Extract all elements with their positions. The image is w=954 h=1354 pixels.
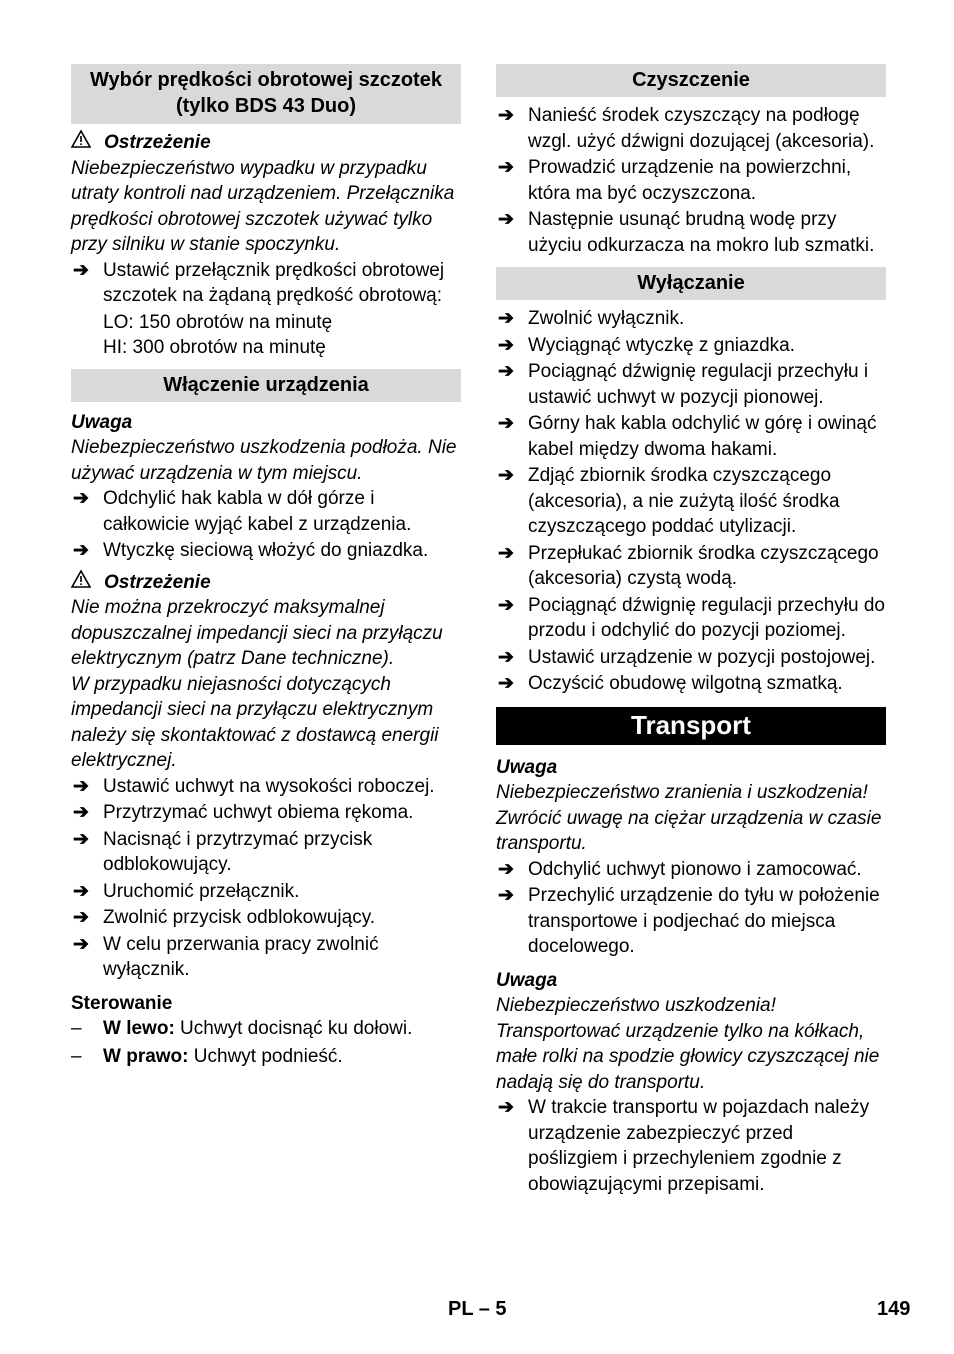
- list-item: ➔ Górny hak kabla odchylić w górę i owinąć kabel między dwoma hakami.: [498, 413, 877, 460]
- arrow-right-icon: ➔: [498, 542, 514, 564]
- arrow-right-icon: ➔: [73, 802, 89, 823]
- arrow-right-icon: ➔: [498, 105, 514, 126]
- arrow-right-icon: ➔: [498, 885, 514, 906]
- arrow-right-icon: ➔: [498, 1097, 514, 1118]
- warning-label: Ostrzeżenie: [104, 571, 211, 593]
- steps-b: [71, 774, 461, 983]
- arrow-right-icon: ➔: [73, 907, 89, 928]
- section-title-brush-speed: Wybór prędkości obrotowej szczotek (tylko BDS 43 Duo): [71, 64, 461, 124]
- control-list: [71, 1016, 461, 1069]
- note-text: Niebezpieczeństwo zranienia i uszkodzenia! Zwrócić uwagę na ciężar urządzenia w czasie transportu.: [496, 782, 882, 854]
- footer-language-page: PL – 5: [448, 1298, 507, 1320]
- warning-text: Niebezpieczeństwo wypadku w przypadku utraty kontroli nad urządzeniem. Przełącznika prędkości obrotowej szczotek używać tylko przy silniku w stanie spoczynku.: [71, 157, 455, 255]
- page-number: 149: [877, 1298, 911, 1320]
- arrow-right-icon: ➔: [498, 646, 514, 668]
- list-item: ➔ Oczyścić obudowę wilgotną szmatką.: [496, 671, 886, 697]
- arrow-right-icon: ➔: [73, 540, 89, 561]
- arrow-right-icon: ➔: [73, 259, 89, 281]
- warning-triangle-icon: [71, 570, 93, 596]
- section-title-switch-on: Włączenie urządzenia: [71, 369, 461, 402]
- chapter-title-transport: Transport: [496, 707, 886, 745]
- list-item: ➔ Przepłukać zbiornik środka czyszczącego (akcesoria) czystą wodą.: [498, 542, 879, 589]
- list-item: ➔ Ustawić urządzenie w pozycji postojowej.: [496, 645, 886, 671]
- list-item: ➔ Ustawić uchwyt na wysokości roboczej.: [71, 774, 461, 800]
- arrow-right-icon: ➔: [73, 933, 89, 955]
- arrow-right-icon: ➔: [73, 828, 89, 850]
- note-text: Niebezpieczeństwo uszkodzenia! Transportować urządzenie tylko na kółkach, małe rolki na spodzie głowicy czyszczącej nie nadają się do transportu.: [496, 995, 880, 1093]
- arrow-right-icon: ➔: [498, 858, 514, 880]
- list-item: – W prawo: Uchwyt podnieść.: [71, 1045, 343, 1067]
- warning-text: W przypadku niejasności dotyczących impedancji sieci na przyłączu elektrycznym należy się skontaktować z dostawcą energii elektrycznej.: [71, 673, 439, 771]
- right-column: [496, 64, 886, 1198]
- list-item: ➔ Nanieść środek czyszczący na podłogę wzgl. użyć dźwigni dozującej (akcesoria).: [498, 105, 875, 152]
- speed-lo: LO: 150 obrotów na minutę: [103, 311, 333, 333]
- section-title-cleaning: Czyszczenie: [496, 64, 886, 97]
- steps-transport: [496, 857, 886, 960]
- list-item: ➔ Nacisnąć i przytrzymać przycisk odblokowujący.: [73, 828, 373, 875]
- list-item: ➔ Pociągnąć dźwignię regulacji przechyłu do przodu i odchylić do pozycji poziomej.: [498, 594, 885, 641]
- list-item: ➔ W celu przerwania pracy zwolnić wyłącznik.: [73, 933, 379, 980]
- list-item: ➔ Następnie usunąć brudną wodę przy użyciu odkurzacza na mokro lub szmatki.: [498, 209, 875, 256]
- steps-a: [71, 486, 461, 564]
- arrow-right-icon: ➔: [498, 465, 514, 486]
- list-item: ➔ Pociągnąć dźwignię regulacji przechyłu i ustawić uchwyt w pozycji pionowej.: [498, 361, 869, 408]
- control-title: Sterowanie: [71, 992, 173, 1014]
- list-item: ➔ Zwolnić przycisk odblokowujący.: [71, 905, 461, 931]
- warning-triangle-icon: [71, 130, 93, 156]
- arrow-right-icon: ➔: [498, 334, 514, 356]
- list-item: ➔ Wyciągnąć wtyczkę z gniazdka.: [496, 333, 886, 359]
- list-item: ➔ Odchylić uchwyt pionowo i zamocować.: [496, 857, 886, 883]
- steps-clean: [496, 103, 886, 258]
- arrow-right-icon: ➔: [498, 209, 514, 230]
- section-title-switch-off: Wyłączanie: [496, 267, 886, 300]
- arrow-right-icon: ➔: [498, 413, 514, 434]
- note-text: Niebezpieczeństwo uszkodzenia podłoża. Nie używać urządzenia w tym miejscu.: [71, 437, 457, 484]
- arrow-right-icon: ➔: [73, 880, 89, 902]
- arrow-right-icon: ➔: [498, 361, 514, 382]
- warning-heading: [71, 130, 461, 156]
- arrow-right-icon: ➔: [73, 775, 89, 797]
- arrow-right-icon: ➔: [73, 488, 89, 509]
- arrow-right-icon: ➔: [498, 673, 514, 694]
- list-item: ➔ Odchylić hak kabla w dół górze i całkowicie wyjąć kabel z urządzenia.: [73, 488, 412, 535]
- list-item: ➔ Prowadzić urządzenie na powierzchni, która ma być oczyszczona.: [498, 157, 852, 204]
- list-item: ➔ Wtyczkę sieciową włożyć do gniazdka.: [71, 538, 461, 564]
- warning-label: Ostrzeżenie: [104, 132, 211, 153]
- list-item: ➔ Zwolnić wyłącznik.: [496, 306, 886, 332]
- steps-speed: [71, 258, 461, 309]
- list-item: ➔ Ustawić przełącznik prędkości obrotowej szczotek na żądaną prędkość obrotową:: [73, 259, 445, 306]
- list-item: – W lewo: Uchwyt docisnąć ku dołowi.: [71, 1018, 413, 1039]
- list-item: ➔ Zdjąć zbiornik środka czyszczącego (akcesoria), a nie zużytą ilość środka czyszczącego poddać utylizacji.: [498, 465, 840, 537]
- note-label: Uwaga: [496, 756, 558, 778]
- steps-vehicle: [496, 1095, 886, 1197]
- left-column: [71, 64, 461, 1071]
- list-item: ➔ Uruchomić przełącznik.: [71, 879, 461, 905]
- note-label: Uwaga: [71, 411, 133, 433]
- steps-off: [496, 306, 886, 697]
- list-item: ➔ Przechylić urządzenie do tyłu w położenie transportowe i podjechać do miejsca docelowego.: [498, 885, 880, 957]
- arrow-right-icon: ➔: [498, 594, 514, 616]
- note-label: Uwaga: [496, 969, 558, 991]
- list-item: ➔ W trakcie transportu w pojazdach należy urządzenie zabezpieczyć przed poślizgiem i przechyleniem zgodnie z obowiązującymi przepisami.: [498, 1097, 870, 1195]
- arrow-right-icon: ➔: [498, 157, 514, 178]
- arrow-right-icon: ➔: [498, 308, 514, 329]
- warning-heading: [71, 570, 461, 596]
- warning-text: Nie można przekroczyć maksymalnej dopuszczalnej impedancji sieci na przyłączu elektrycznym (patrz Dane techniczne).: [71, 597, 443, 669]
- list-item: ➔ Przytrzymać uchwyt obiema rękoma.: [71, 800, 461, 826]
- speed-hi: HI: 300 obrotów na minutę: [103, 337, 326, 358]
